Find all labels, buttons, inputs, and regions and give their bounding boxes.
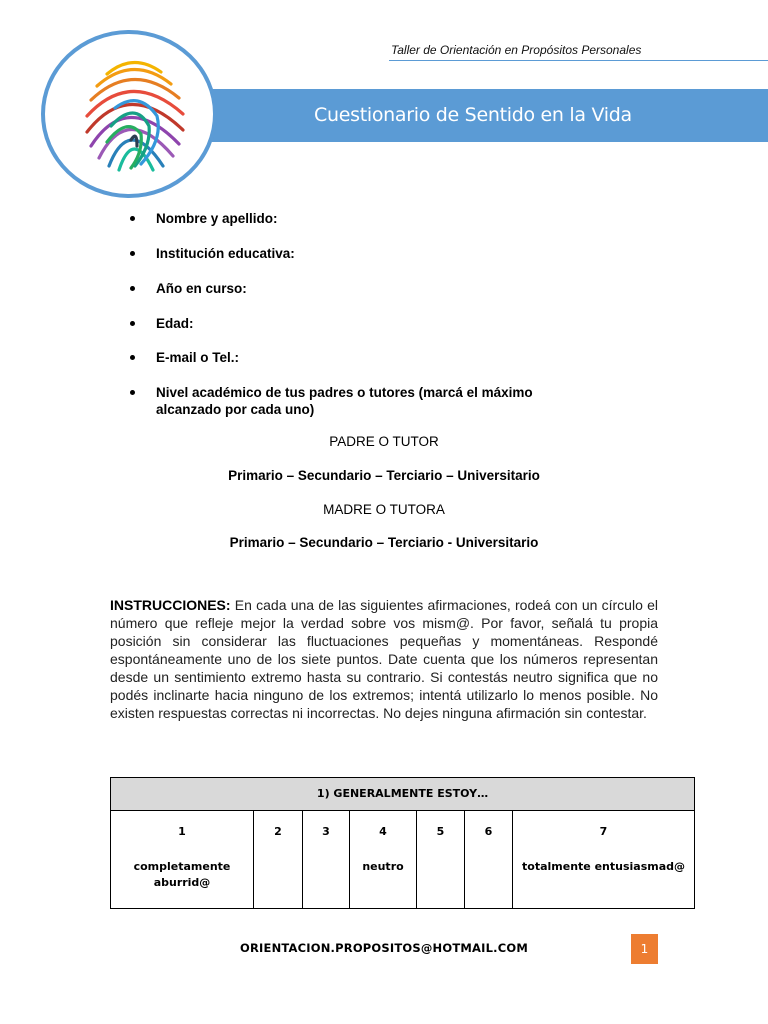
mother-options: Primario – Secundario – Terciario - Universitario <box>229 535 539 550</box>
bullet-icon <box>130 216 135 221</box>
field-label: Año en curso: <box>156 281 247 296</box>
scale-label: neutro <box>362 860 404 873</box>
scale-option-4[interactable] <box>350 811 417 908</box>
field-label: Edad: <box>156 316 194 331</box>
bullet-icon <box>130 355 135 360</box>
bullet-icon <box>130 390 135 395</box>
page-number-badge: 1 <box>631 934 658 964</box>
field-label: Institución educativa: <box>156 246 295 261</box>
instructions-text: En cada una de las siguientes afirmaciones, rodeá con un círculo el número que refleje mejor la verdad sobre vos mism@. Por favor, señalá tu propia posición sin considerar las fluctuaciones pequeñas y momentáneas. Respondé espontáneamente uno de los siete puntos. Date cuenta que los números representan desde un sentimiento extremo hasta su contrario. Si contestás neutro significa que no podés inclinarte hacia ninguno de los extremos; intentá utilizarlo lo menos posible. No existen respuestas correctas ni incorrectas. No dejes ninguna afirmación sin contestar. <box>110 597 658 721</box>
scale-option-5[interactable] <box>417 811 465 908</box>
scale-number: 2 <box>274 825 282 838</box>
scale-number: 5 <box>436 825 445 838</box>
scale-option-2[interactable] <box>254 811 303 908</box>
bullet-icon <box>130 286 135 291</box>
field-label: Nivel académico de tus padres o tutores (marcá el máximo alcanzado por cada uno) <box>156 385 533 417</box>
scale-question: 1) GENERALMENTE ESTOY… <box>111 778 694 811</box>
field-label: Nombre y apellido: <box>156 211 278 226</box>
scale-label: completamente aburrid@ <box>133 860 231 889</box>
father-heading: PADRE O TUTOR <box>329 434 439 449</box>
mother-heading: MADRE O TUTORA <box>323 502 445 517</box>
logo <box>41 30 217 198</box>
scale-option-1[interactable] <box>111 811 254 908</box>
instructions-lead: INSTRUCCIONES: <box>110 597 231 613</box>
scale-number: 4 <box>379 825 387 838</box>
scale-number: 7 <box>599 825 608 838</box>
field-label: E-mail o Tel.: <box>156 350 240 365</box>
scale-number: 6 <box>484 825 493 838</box>
header-subtitle: Taller de Orientación en Propósitos Personales <box>391 43 642 57</box>
bullet-icon <box>130 321 135 326</box>
father-options: Primario – Secundario – Terciario – Universitario <box>228 468 540 483</box>
scale-option-7[interactable] <box>513 811 694 908</box>
page-title: Cuestionario de Sentido en la Vida <box>314 104 632 126</box>
instructions-paragraph <box>110 596 658 722</box>
bullet-icon <box>130 251 135 256</box>
scale-option-3[interactable] <box>303 811 350 908</box>
footer-email: ORIENTACION.PROPOSITOS@HOTMAIL.COM <box>240 941 528 955</box>
scale-option-6[interactable] <box>465 811 513 908</box>
scale-label: totalmente entusiasmad@ <box>522 860 685 873</box>
header-rule <box>389 60 768 61</box>
fingerprint-icon <box>45 34 213 194</box>
scale-number: 3 <box>322 825 330 838</box>
scale-table <box>110 777 695 909</box>
scale-number: 1 <box>178 825 186 838</box>
